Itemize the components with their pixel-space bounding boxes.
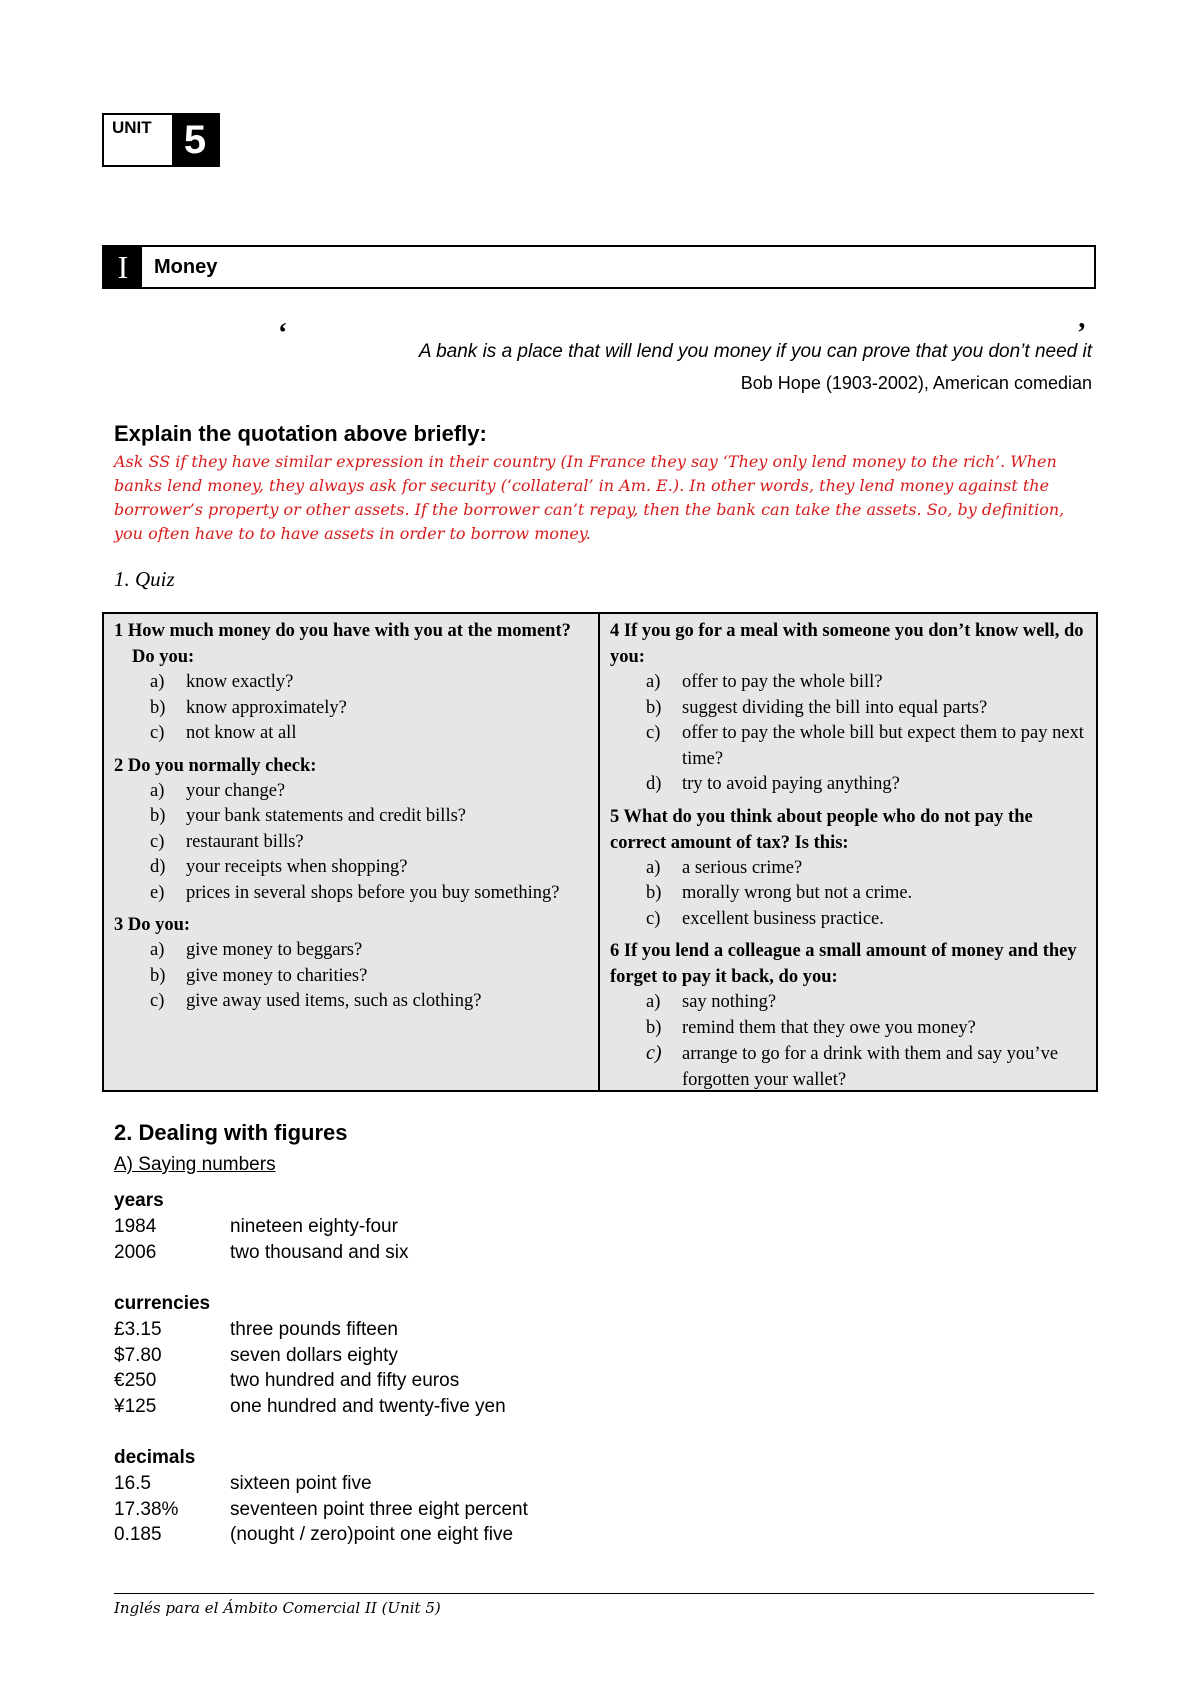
- quiz-question: [610, 618, 1092, 798]
- unit-badge: [102, 113, 220, 167]
- question-text: 1 How much money do you have with you at the moment? Do you:: [114, 621, 571, 667]
- option-item: b) know approximately?: [150, 697, 347, 718]
- section-roman-numeral: I: [104, 247, 142, 287]
- number-row: 17.38% seventeen point three eight percent: [114, 1498, 528, 1520]
- group-title: decimals: [114, 1447, 196, 1468]
- number-row: €250 two hundred and fifty euros: [114, 1370, 460, 1391]
- quiz-column-divider: [598, 614, 600, 1090]
- option-list: [610, 856, 1092, 933]
- quote-close-mark: ’: [1077, 318, 1087, 349]
- option-item: a) your change?: [150, 780, 286, 801]
- option-item: c) not know at all: [150, 723, 297, 743]
- option-list: [114, 938, 594, 1015]
- option-item: e) prices in several shops before you buy something?: [150, 882, 560, 903]
- option-list: [610, 670, 1092, 798]
- option-item: b) remind them that they owe you money?: [646, 1017, 976, 1038]
- numbers-group-years: [114, 1188, 409, 1265]
- quiz-question: [114, 618, 594, 747]
- quiz-question: [114, 753, 594, 907]
- quote-open-mark: ‘: [278, 318, 288, 349]
- question-text: 5 What do you think about people who do not pay the correct amount of tax? Is this:: [610, 806, 1033, 853]
- option-item: a) say nothing?: [646, 992, 777, 1012]
- option-item: c) give away used items, such as clothing?: [150, 991, 482, 1011]
- numbers-group-decimals: [114, 1445, 528, 1548]
- quiz-heading: 1. Quiz: [114, 567, 175, 591]
- quiz-question: [114, 912, 594, 1015]
- quiz-question: [610, 938, 1092, 1093]
- number-row: 1984 nineteen eighty-four: [114, 1216, 398, 1237]
- number-row: 16.5 sixteen point five: [114, 1473, 372, 1494]
- number-row: 2006 two thousand and six: [114, 1241, 409, 1263]
- option-item: a) offer to pay the whole bill?: [646, 672, 883, 692]
- option-item: d) try to avoid paying anything?: [646, 774, 900, 794]
- option-item: b) suggest dividing the bill into equal parts?: [646, 697, 988, 718]
- number-row: £3.15 three pounds fifteen: [114, 1319, 398, 1340]
- option-item: a) give money to beggars?: [150, 940, 363, 960]
- option-list: [610, 990, 1092, 1093]
- numbers-group-currencies: [114, 1291, 506, 1419]
- option-item: b) give money to charities?: [150, 965, 368, 986]
- option-item: c) excellent business practice.: [646, 908, 884, 929]
- option-item: a) a serious crime?: [646, 857, 803, 878]
- footer-rule: [114, 1593, 1094, 1594]
- option-item: a) know exactly?: [150, 672, 294, 692]
- explain-heading: Explain the quotation above briefly:: [114, 421, 487, 446]
- footer-text: Inglés para el Ámbito Comercial II (Unit 5): [114, 1599, 441, 1617]
- option-item: b) your bank statements and credit bills?: [150, 806, 466, 826]
- question-text: 6 If you lend a colleague a small amount of money and they forget to pay it back, do you:: [610, 941, 1077, 987]
- quiz-table: [102, 612, 1098, 1092]
- option-item: c) offer to pay the whole bill but expect them to pay next time?: [646, 723, 1084, 769]
- option-item: c) restaurant bills?: [150, 831, 304, 852]
- quiz-column-left: [114, 618, 594, 1021]
- option-item: c) arrange to go for a drink with them and say you’ve forgotten your wallet?: [646, 1042, 1059, 1090]
- question-text: 2 Do you normally check:: [114, 755, 317, 776]
- quiz-column-right: [610, 618, 1092, 1099]
- option-item: d) your receipts when shopping?: [150, 857, 408, 877]
- quote-text: A bank is a place that will lend you money if you can prove that you don’t need it: [418, 341, 1092, 362]
- option-list: [114, 670, 594, 747]
- unit-label: UNIT: [112, 118, 152, 137]
- figures-subheading: A) Saying numbers: [114, 1154, 276, 1175]
- teacher-note: Ask SS if they have similar expression in their country (In France they say ‘They only lend money to the rich’. When banks lend money, they always ask for security (‘collateral’ in Am. E.). In other words, they lend money against the borrower’s property or other assets. If the borrower can’t repay, then the bank can take the assets. So, by definition, you often have to to have assets in order to borrow money.: [114, 452, 1065, 543]
- number-row: 0.185 (nought / zero)point one eight five: [114, 1524, 514, 1545]
- option-list: [114, 779, 594, 907]
- unit-number: 5: [172, 115, 218, 165]
- section-header: [102, 245, 1096, 289]
- number-row: $7.80 seven dollars eighty: [114, 1344, 398, 1366]
- question-text: 4 If you go for a meal with someone you don’t know well, do you:: [610, 621, 1084, 667]
- quiz-question: [610, 804, 1092, 933]
- group-title: years: [114, 1190, 164, 1211]
- group-title: currencies: [114, 1293, 211, 1314]
- section-title: Money: [154, 256, 218, 278]
- number-row: ¥125 one hundred and twenty-five yen: [114, 1395, 506, 1417]
- option-item: b) morally wrong but not a crime.: [646, 883, 913, 903]
- quote-author: Bob Hope (1903-2002), American comedian: [740, 373, 1092, 393]
- figures-heading: 2. Dealing with figures: [114, 1120, 348, 1145]
- question-text: 3 Do you:: [114, 915, 191, 935]
